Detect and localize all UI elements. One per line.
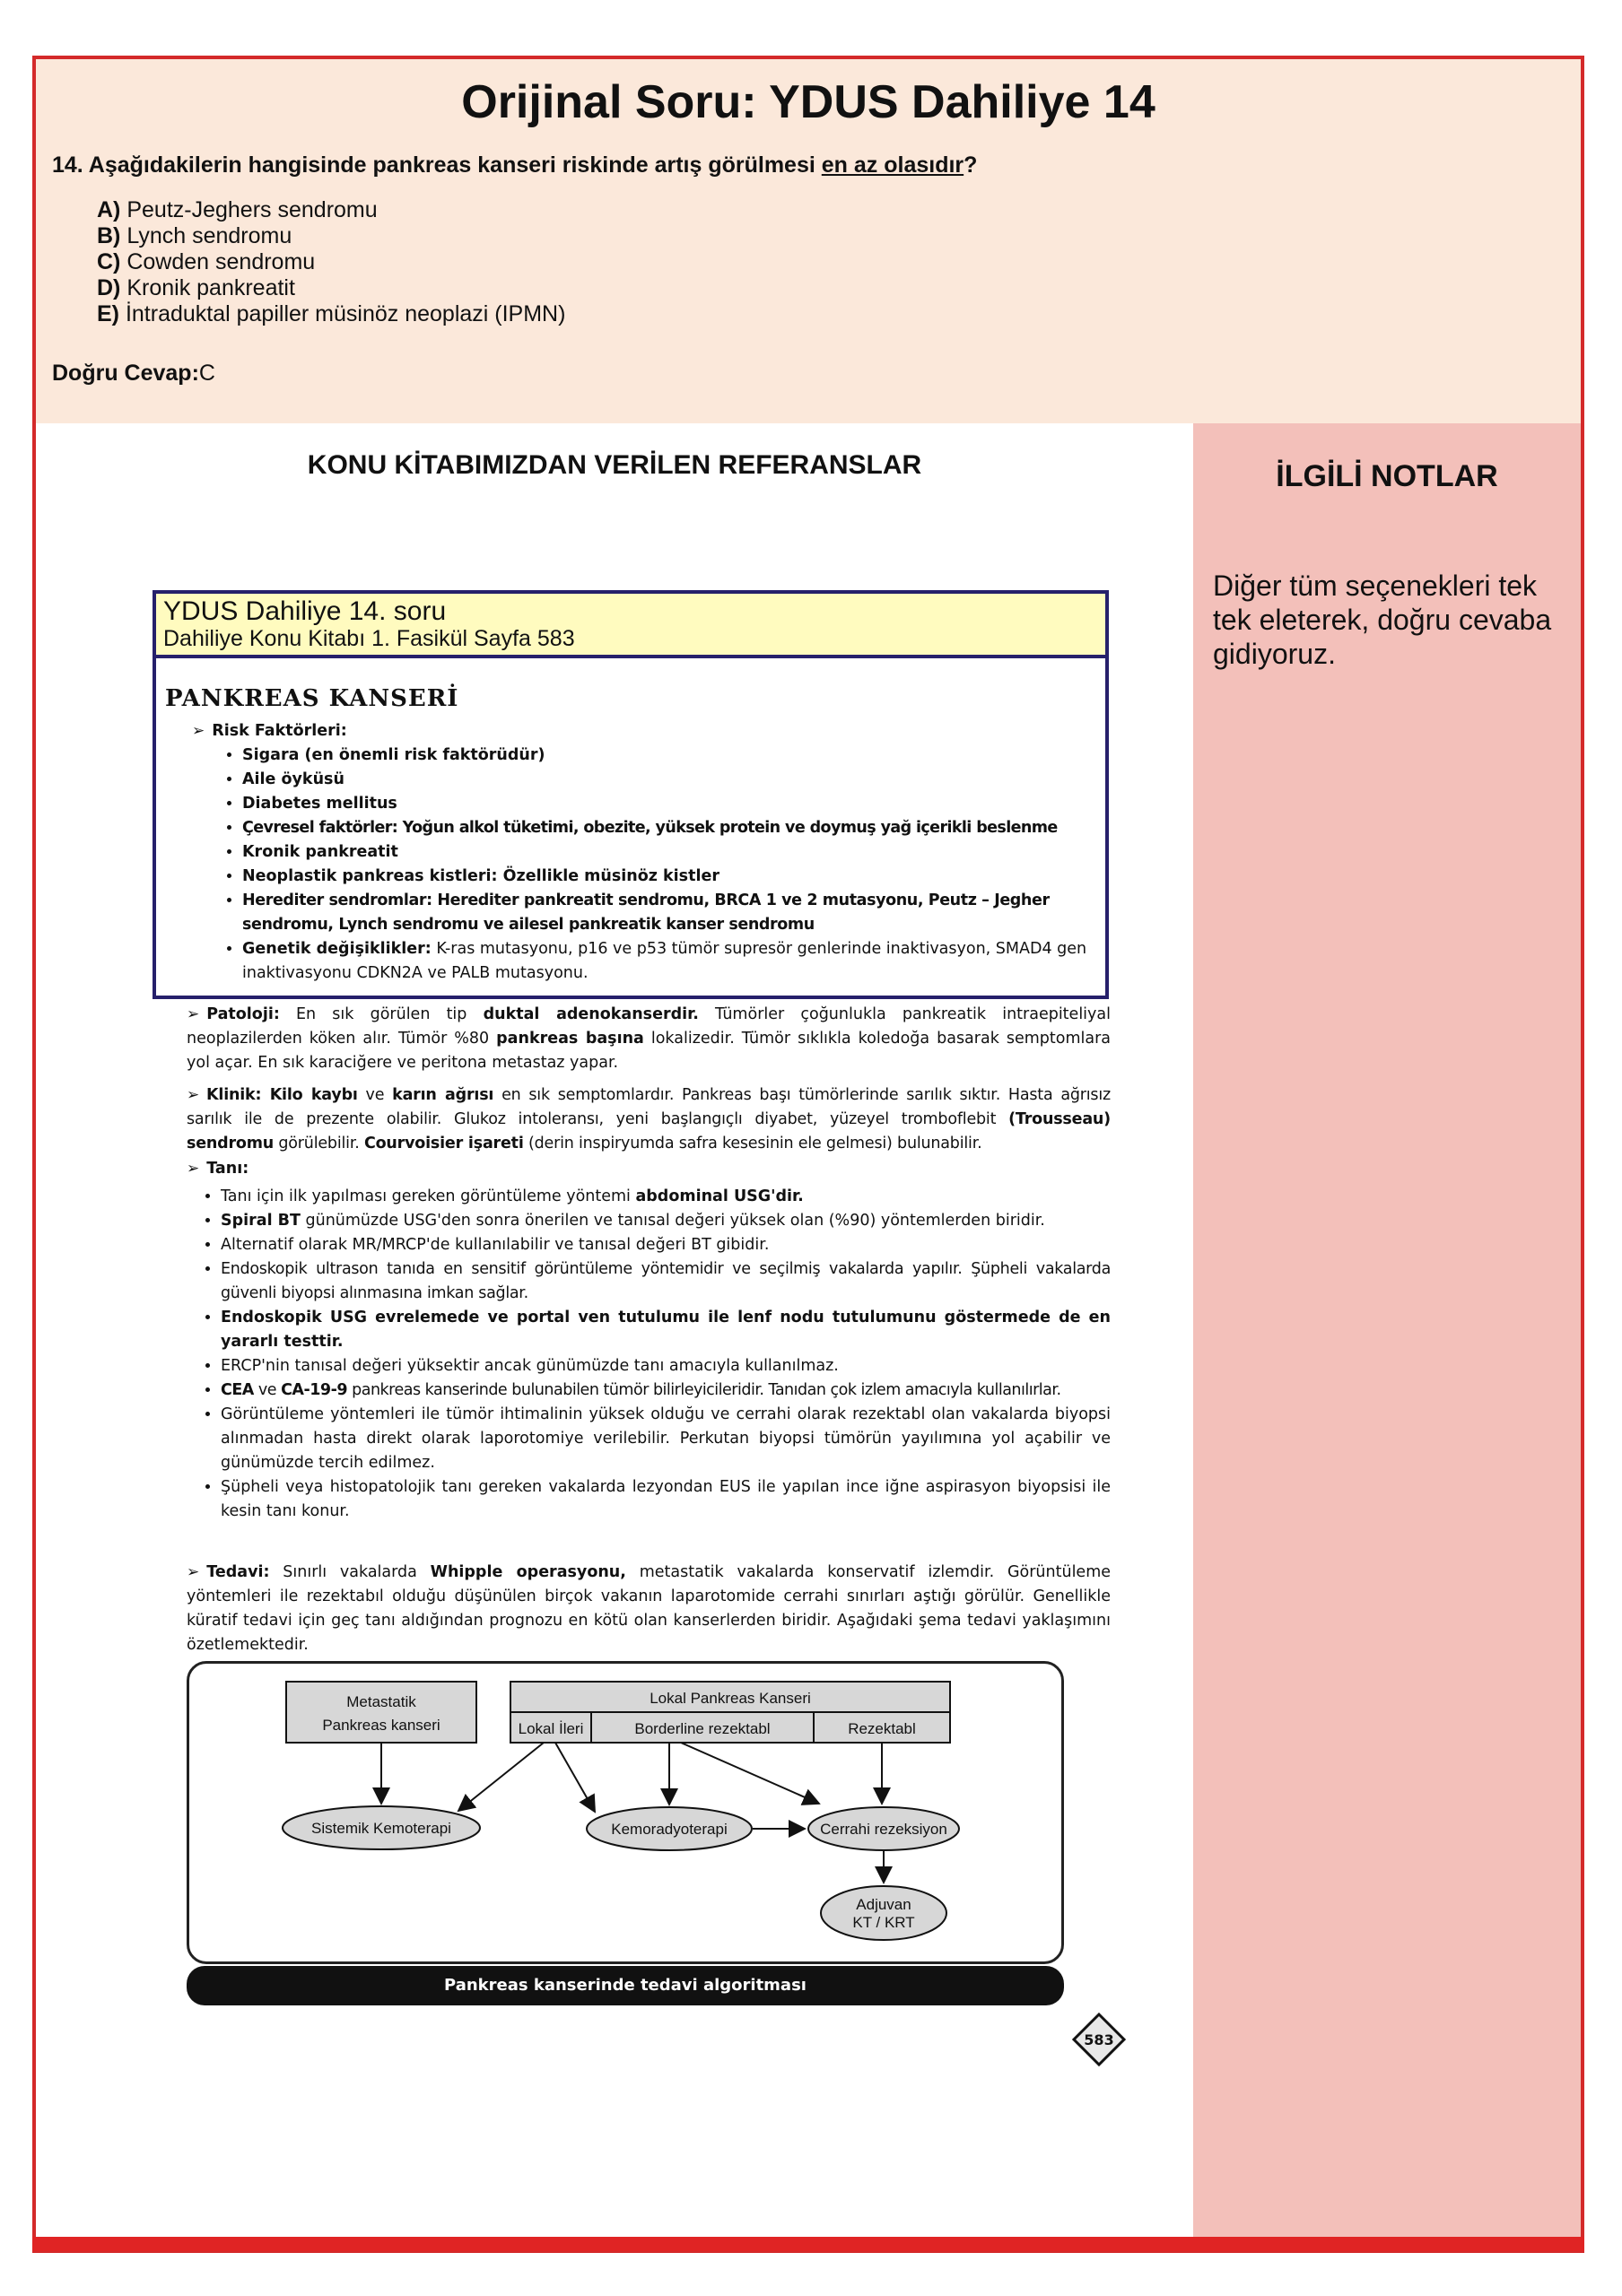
arrow-bullet-icon: ➢ [187, 1086, 200, 1104]
question-emphasis: en az olasıdır [821, 152, 964, 178]
notes-panel [1193, 423, 1581, 2237]
risk-factors: ➢ Risk Faktörleri: • Sigara (en önemli risk faktörüdür) • Aile öyküsü • Diabetes mellitus • Çevresel faktörler: Yoğun alkol tüketimi, obezite, yüksek protein ve doymuş yağ içerikli beslenme • Kronik pankreatit • Neoplastik pankreas kistleri: Özellikle müsinöz kistler • Herediter sendromlar: Herediter pankreatit sendromu, BRCA 1 ve 2 mutasyonu, Peutz – Jegher sendromu, Lynch sendromu ve ailesel pankreatik kanser sendromu • Genetik değişiklikler: K-ras mutasyonu, p16 ve p53 tümör supresör genlerinde inaktivasyon, SMAD4 gen inaktivasyonu CDKN2A ve PALB mutasyonu. [192, 719, 1098, 986]
tani-item: • Spiral BT günümüzde USG'den sonra önerilen ve tanısal değeri yüksek olan (%90) yöntemlerden biridir. [221, 1209, 1111, 1233]
reference-heading: KONU KİTABIMIZDAN VERİLEN REFERANSLAR [307, 450, 922, 480]
systemic-chemo-label: Sistemik Kemoterapi [311, 1820, 451, 1837]
answer-options [97, 197, 565, 327]
tedavi-paragraph: ➢ Tedavi: Sınırlı vakalarda Whipple operasyonu, metastatik vakalarda konservatif izlemdir. Görüntüleme yöntemleri ile rezektabıl olduğu düşünülen birçok vakanın laparotomide cerrahi sınırları aştığı görülür. Genellikle küratif tedavi için geç tanı aldığından prognozu en kötü olan kanserlerden biridir. Aşağıdaki şema tedavi yaklaşımını özetlemektedir. [187, 1563, 1112, 1654]
adjuvant-node [821, 1886, 946, 1940]
adjuvant-label-2: KT / KRT [852, 1914, 915, 1931]
tani-item: • Alternatif olarak MR/MRCP'de kullanılabilir ve tanısal değeri BT gibidir. [221, 1233, 1111, 1257]
risk-item: • Herediter sendromlar: Herediter pankreatit sendromu, BRCA 1 ve 2 mutasyonu, Peutz – Jegher sendromu, Lynch sendromu ve ailesel pankreatik kanser sendromu [242, 889, 1098, 937]
question-mark: ? [964, 152, 978, 178]
adjuvant-label-1: Adjuvan [856, 1896, 911, 1913]
arrow-bullet-icon: ➢ [187, 1005, 200, 1023]
option-d: D) Kronik pankreatit [97, 275, 295, 300]
section-title: PANKREAS KANSERİ [165, 685, 459, 712]
arrow-local-advanced-to-chemorad [555, 1743, 595, 1812]
surgical-resection-label: Cerrahi rezeksiyon [820, 1821, 947, 1838]
metastatic-label-2: Pankreas kanseri [322, 1717, 440, 1734]
tani-item: • CEA ve CA-19-9 pankreas kanserinde bulunabilen tümör bilirleyicileridir. Tanıdan çok izlem amacıyla kullanılırlar. [221, 1378, 1111, 1403]
reference-book-source: Dahiliye Konu Kitabı 1. Fasikül Sayfa 583 [163, 626, 575, 651]
tani-item: • Endoskopik ultrason tanıda en sensitif görüntüleme yöntemidir ve seçilmiş vakalarda yapılır. Şüpheli vakalarda güvenli biyopsi alınmasına imkan sağlar. [221, 1257, 1111, 1306]
reference-book-header [156, 594, 1105, 658]
tani-item: • Endoskopik USG evrelemede ve portal ven tutulumu ile lenf nodu tutulumunu göstermede de en yararlı testtir. [221, 1306, 1111, 1354]
borderline-label: Borderline rezektabl [634, 1720, 771, 1737]
risk-item: • Sigara (en önemli risk faktörüdür) [242, 744, 1098, 768]
reference-book-box [153, 590, 1109, 999]
question-panel [36, 59, 1581, 423]
tani-item: • ERCP'nin tanısal değeri yüksektir ancak günümüzde tanı amacıyla kullanılmaz. [221, 1354, 1111, 1378]
arrow-bullet-icon: ➢ [192, 722, 205, 740]
local-label: Lokal Pankreas Kanseri [650, 1690, 811, 1707]
resectable-label: Rezektabl [848, 1720, 916, 1737]
reference-question-title: YDUS Dahiliye 14. soru [163, 596, 447, 626]
risk-item: • Neoplastik pankreas kistleri: Özellikle müsinöz kistler [242, 865, 1098, 889]
patoloji-paragraph: ➢ Patoloji: En sık görülen tip duktal adenokanserdir. Tümörler çoğunlukla pankreatik intraepiteliyal neoplazilerden köken alır. Tümör %80 pankreas başına lokalizedir. Tümör sıklıkla koledoğa basarak semptomlara yol açar. En sık karaciğere ve peritona metastaz yapar. [187, 1005, 1111, 1072]
arrow-borderline-to-surgery [681, 1743, 819, 1804]
notes-text: Diğer tüm seçenekleri tek tek eleterek, doğru cevaba gidiyoruz. [1213, 570, 1552, 670]
answer-value: C [198, 361, 215, 386]
tani-item: • Şüpheli veya histopatolojik tanı gereken vakalarda lezyondan EUS ile yapılan ince iğne aspirasyon biyopsisi ile kesin tanı konur. [221, 1475, 1111, 1524]
risk-item: • Diabetes mellitus [242, 792, 1098, 816]
answer-label: Doğru Cevap: [52, 361, 199, 386]
algorithm-caption: Pankreas kanserinde tedavi algoritması [187, 1966, 1064, 2005]
tani-item: • Tanı için ilk yapılması gereken görüntüleme yöntemi abdominal USG'dir. [221, 1185, 1111, 1209]
klinik-paragraph: ➢ Klinik: Kilo kaybı ve karın ağrısı en sık semptomlardır. Pankreas başı tümörlerinde sarılık sıktır. Hasta ağrısız sarılık ile de prezente olabilir. Glukoz intoleransı, yeni başlangıçlı diyabet, yüzeyel tromboflebit (Trousseau) sendromu görülebilir. Courvoisier işareti (derin inspiryumda safra kesesinin ele gelmesi) bulunabilir. [187, 1086, 1111, 1152]
risk-item: • Aile öyküsü [242, 768, 1098, 792]
reference-panel [36, 423, 1193, 2237]
page-number-badge [1072, 2013, 1126, 2066]
algorithm-flowchart [189, 1664, 1061, 1961]
arrow-bullet-icon: ➢ [187, 1563, 200, 1581]
metastatic-label-1: Metastatik [346, 1693, 416, 1710]
notes-heading: İLGİLİ NOTLAR [1276, 459, 1498, 493]
tani-item: • Görüntüleme yöntemleri ile tümör ihtimalinin yüksek olduğu ve cerrahi olarak rezektabl olan vakalarda biyopsi alınmadan hasta direkt olarak laporotomiye verilebilir. Perkutan biyopsi tümörün yayılımına yol açabilir ve günümüzde tercih edilmez. [221, 1403, 1111, 1475]
arrow-bullet-icon: ➢ [187, 1160, 200, 1178]
treatment-algorithm-diagram [187, 1661, 1064, 1964]
tani-section: ➢ Tanı: • Tanı için ilk yapılması gereken görüntüleme yöntemi abdominal USG'dir. • Spiral BT günümüzde USG'den sonra önerilen ve tanısal değeri yüksek olan (%90) yöntemlerden biridir. • Alternatif olarak MR/MRCP'de kullanılabilir ve tanısal değeri BT gibidir. • Endoskopik ultrason tanıda en sensitif görüntüleme yöntemidir ve seçilmiş vakalarda yapılır. Şüpheli vakalarda güvenli biyopsi alınmasına imkan sağlar. • Endoskopik USG evrelemede ve portal ven tutulumu ile lenf nodu tutulumunu göstermede de en yararlı testtir. • ERCP'nin tanısal değeri yüksektir ancak günümüzde tanı amacıyla kullanılmaz. • CEA ve CA-19-9 pankreas kanserinde bulunabilen tümör bilirleyicileridir. Tanıdan çok izlem amacıyla kullanılırlar. • Görüntüleme yöntemleri ile tümör ihtimalinin yüksek olduğu ve cerrahi olarak rezektabl olan vakalarda biyopsi alınmadan hasta direkt olarak laporotomiye verilebilir. Perkutan biyopsi tümörün yayılımına yol açabilir ve günümüzde tercih edilmez. • Şüpheli veya histopatolojik tanı gereken vakalarda lezyondan EUS ile yapılan ince iğne aspirasyon biyopsisi ile kesin tanı konur. [187, 1157, 1111, 1524]
arrow-local-advanced-to-chemo [458, 1743, 544, 1811]
option-c: C) Cowden sendromu [97, 249, 316, 274]
option-b: B) Lynch sendromu [97, 223, 292, 248]
chemoradiotherapy-label: Kemoradyoterapi [611, 1821, 728, 1838]
option-e: E) İntraduktal papiller müsinöz neoplazi (IPMN) [97, 301, 566, 326]
question-text [52, 152, 977, 178]
local-advanced-label: Lokal İleri [518, 1720, 584, 1737]
correct-answer [52, 361, 215, 387]
risk-item: • Kronik pankreatit [242, 840, 1098, 865]
option-a: A) Peutz-Jeghers sendromu [97, 197, 378, 222]
risk-item: • Çevresel faktörler: Yoğun alkol tüketimi, obezite, yüksek protein ve doymuş yağ içerikli beslenme [242, 816, 1098, 840]
question-stem: 14. Aşağıdakilerin hangisinde pankreas kanseri riskinde artış görülmesi [52, 152, 822, 178]
page-title: Orijinal Soru: YDUS Dahiliye 14 [461, 76, 1155, 128]
page-number: 583 [1084, 2031, 1114, 2048]
bottom-red-bar [32, 2237, 1584, 2251]
risk-item-genetic: • Genetik değişiklikler: K-ras mutasyonu, p16 ve p53 tümör supresör genlerinde inaktivasyon, SMAD4 gen inaktivasyonu CDKN2A ve PALB mutasyonu. [242, 937, 1098, 986]
